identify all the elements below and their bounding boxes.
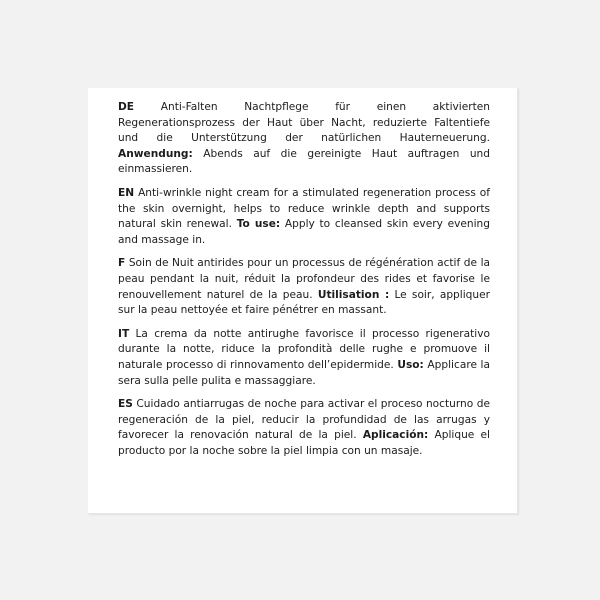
usage-label: Utilisation : [317, 288, 390, 301]
section-body: La crema da notte antirughe favorisce il processo rigenerativo durante la notte, riduce la profondità delle rughe e promuove il naturale processo di rinnovamento dell’epidermide. [118, 327, 490, 371]
lang-code: ES [118, 398, 133, 411]
lang-code: EN [118, 186, 135, 199]
usage-label: Anwendung: [118, 147, 193, 160]
usage-text: Abends auf die gereinigte Haut auftragen und einmassieren. [118, 147, 490, 176]
usage-text: Apply to cleansed skin every evening and massage in. [118, 218, 490, 246]
section-en [118, 186, 490, 248]
lang-code: IT [118, 327, 130, 340]
usage-label: To use: [236, 218, 281, 231]
usage-label: Aplicación: [362, 429, 429, 442]
section-body: Soin de Nuit antirides pour un processus de régénération actif de la peau pendant la nuit, réduit la profondeur des rides et favorise le renouvellement naturel de la peau. [118, 257, 490, 301]
multilingual-description [118, 100, 490, 467]
usage-text: Aplique el producto por la noche sobre la piel limpia con un masaje. [118, 429, 490, 457]
lang-code: F [118, 257, 126, 270]
section-es [118, 397, 490, 459]
usage-text: Le soir, appliquer sur la peau nettoyée et faire pénétrer en massant. [118, 288, 490, 317]
section-body: Anti-Falten Nachtpflege für einen aktivierten Regenerationsprozess der Haut über Nacht, reduzierte Faltentiefe und die Unterstützung der natürlichen Hauterneuerung. [118, 101, 490, 145]
section-fr [118, 256, 490, 318]
section-body: Anti-wrinkle night cream for a stimulated regeneration process of the skin overnight, helps to reduce wrinkle depth and supports natural skin renewal. [118, 186, 490, 231]
section-body: Cuidado antiarrugas de noche para activar el proceso nocturno de regeneración de la piel, reducir la profundidad de las arrugas y favorecer la renovación natural de la piel. [118, 398, 490, 442]
section-de [118, 100, 490, 178]
usage-text: Applicare la sera sulla pelle pulita e massaggiare. [118, 358, 490, 387]
section-it [118, 327, 490, 389]
usage-label: Uso: [397, 358, 424, 371]
lang-code: DE [118, 101, 135, 113]
